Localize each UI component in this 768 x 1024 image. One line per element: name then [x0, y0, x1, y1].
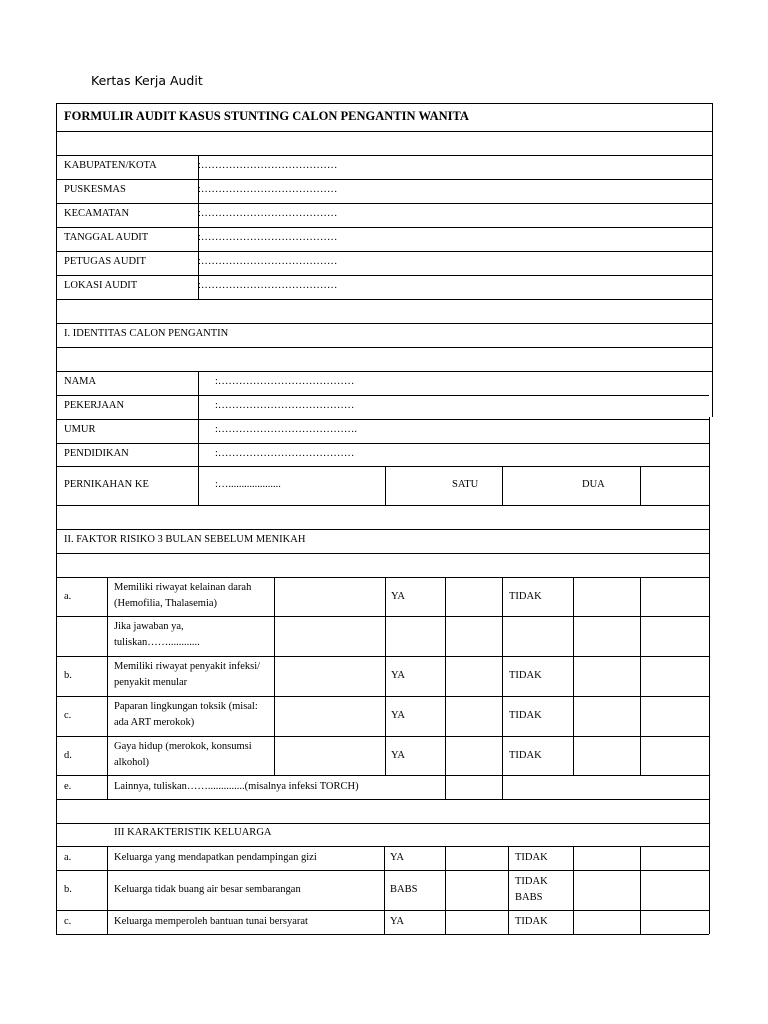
risk-answer-tidak[interactable]: TIDAK	[509, 749, 542, 761]
table-rule	[56, 910, 709, 911]
table-rule	[107, 846, 108, 934]
risk-factor-text: Gaya hidup (merokok, konsumsi alkohol)	[114, 741, 252, 768]
table-rule	[56, 505, 709, 506]
admin-field-value[interactable]: :…………………………………	[198, 160, 338, 171]
table-rule	[573, 846, 574, 934]
table-rule	[56, 775, 709, 776]
table-rule	[56, 823, 709, 824]
marriage-option-dua[interactable]: DUA	[582, 479, 605, 490]
table-rule	[56, 419, 709, 420]
table-rule	[56, 736, 709, 737]
table-rule	[56, 131, 712, 132]
table-rule	[640, 846, 641, 934]
family-answer-yes[interactable]: BABS	[390, 884, 418, 895]
table-rule	[56, 323, 712, 324]
admin-field-value[interactable]: :…………………………………	[198, 280, 338, 291]
table-rule	[56, 203, 712, 204]
table-rule	[445, 846, 446, 934]
section-2-title: II. FAKTOR RISIKO 3 BULAN SEBELUM MENIKAH	[64, 534, 306, 545]
admin-field-label: KECAMATAN	[64, 208, 130, 219]
risk-factor-text: Paparan lingkungan toksik (misal: ada ART merokok)	[114, 701, 258, 728]
admin-field-label: PETUGAS AUDIT	[64, 256, 146, 267]
admin-field-value[interactable]: :…………………………………	[198, 232, 338, 243]
table-rule	[56, 155, 712, 156]
identity-field-label: PENDIDIKAN	[64, 448, 129, 459]
risk-factor-index: e.	[64, 781, 72, 792]
table-rule	[640, 466, 641, 505]
table-rule	[56, 103, 712, 104]
identity-field-label: UMUR	[64, 424, 96, 435]
table-rule	[385, 577, 386, 775]
table-rule	[56, 251, 712, 252]
risk-answer-ya[interactable]: YA	[391, 749, 406, 761]
table-rule	[274, 577, 275, 775]
table-rule	[385, 466, 386, 505]
table-rule	[56, 227, 712, 228]
identity-field-value[interactable]: :…………………………………	[215, 400, 355, 411]
marriage-option-satu[interactable]: SATU	[452, 479, 479, 490]
table-rule	[384, 846, 385, 934]
admin-field-label: LOKASI AUDIT	[64, 280, 138, 291]
table-rule	[56, 870, 709, 871]
table-rule	[56, 371, 57, 934]
risk-factor-index: a.	[64, 590, 72, 602]
table-rule	[56, 799, 709, 800]
family-text: Keluarga yang mendapatkan pendampingan gizi	[114, 852, 317, 863]
table-rule	[573, 577, 574, 775]
risk-answer-ya[interactable]: YA	[391, 670, 406, 681]
table-rule	[198, 371, 199, 505]
risk-factor-text: Jika jawaban ya, tuliskan……............	[114, 621, 200, 648]
risk-factor-index: b.	[64, 670, 72, 681]
risk-answer-tidak[interactable]: TIDAK	[509, 670, 542, 681]
table-rule	[56, 443, 709, 444]
risk-answer-ya[interactable]: YA	[391, 590, 406, 602]
table-rule	[56, 466, 709, 467]
identity-field-label: PEKERJAAN	[64, 400, 125, 411]
table-rule	[56, 934, 709, 935]
table-rule	[56, 577, 709, 578]
table-rule	[445, 577, 446, 799]
document-label: Kertas Kerja Audit	[91, 73, 203, 88]
table-rule	[56, 347, 712, 348]
section-1-title: I. IDENTITAS CALON PENGANTIN	[64, 328, 229, 339]
table-rule	[56, 179, 712, 180]
admin-field-label: KABUPATEN/KOTA	[64, 160, 157, 171]
admin-field-label: PUSKESMAS	[64, 184, 126, 195]
table-rule	[56, 553, 709, 554]
family-index: c.	[64, 916, 72, 927]
family-index: a.	[64, 852, 72, 863]
section-3-title: III KARAKTERISTIK KELUARGA	[114, 827, 272, 838]
risk-factor-index: c.	[64, 710, 72, 721]
table-rule	[56, 395, 709, 396]
identity-field-value[interactable]: :…………………………………	[215, 448, 355, 459]
identity-field-value[interactable]: :………………………………….	[215, 424, 358, 435]
identity-field-label: NAMA	[64, 376, 97, 387]
table-rule	[508, 846, 509, 934]
table-rule	[712, 103, 713, 417]
identity-field-value[interactable]: :…………………………………	[215, 376, 355, 387]
table-rule	[56, 529, 709, 530]
family-text: Keluarga tidak buang air besar sembarangan	[114, 884, 301, 895]
family-answer-yes[interactable]: YA	[390, 852, 405, 863]
family-index: b.	[64, 884, 72, 895]
family-answer-yes[interactable]: YA	[390, 916, 405, 927]
table-rule	[640, 577, 641, 775]
form-title: FORMULIR AUDIT KASUS STUNTING CALON PENGANTIN WANITA	[64, 109, 469, 123]
risk-answer-tidak[interactable]: TIDAK	[509, 710, 542, 721]
table-rule	[107, 577, 108, 799]
family-answer-no[interactable]: TIDAK	[515, 916, 548, 927]
risk-factor-index: d.	[64, 749, 72, 761]
table-rule	[56, 299, 712, 300]
risk-factor-text: Lainnya, tuliskan……..............(misalnya infeksi TORCH)	[114, 781, 359, 792]
family-text: Keluarga memperoleh bantuan tunai bersyarat	[114, 916, 308, 927]
table-rule	[502, 466, 503, 505]
table-rule	[709, 417, 710, 934]
risk-factor-text: Memiliki riwayat penyakit infeksi/ penyakit menular	[114, 661, 261, 688]
admin-field-value[interactable]: :…………………………………	[198, 256, 338, 267]
risk-answer-ya[interactable]: YA	[391, 710, 406, 721]
admin-field-value[interactable]: :…………………………………	[198, 208, 338, 219]
risk-answer-tidak[interactable]: TIDAK	[509, 590, 542, 602]
table-rule	[56, 616, 709, 617]
table-rule	[56, 846, 709, 847]
family-answer-no[interactable]: TIDAK	[515, 852, 548, 863]
table-rule	[56, 371, 712, 372]
risk-factor-text: Memiliki riwayat kelainan darah (Hemofilia, Thalasemia)	[114, 582, 252, 609]
family-answer-no: TIDAK BABS	[515, 876, 548, 903]
marriage-label: PERNIKAHAN KE	[64, 479, 149, 490]
table-rule	[502, 577, 503, 799]
admin-field-label: TANGGAL AUDIT	[64, 232, 149, 243]
table-rule	[56, 275, 712, 276]
marriage-value[interactable]: :…....................	[215, 479, 281, 490]
admin-field-value[interactable]: :…………………………………	[198, 184, 338, 195]
table-rule	[56, 103, 57, 417]
table-rule	[198, 155, 199, 299]
table-rule	[56, 696, 709, 697]
table-rule	[56, 656, 709, 657]
